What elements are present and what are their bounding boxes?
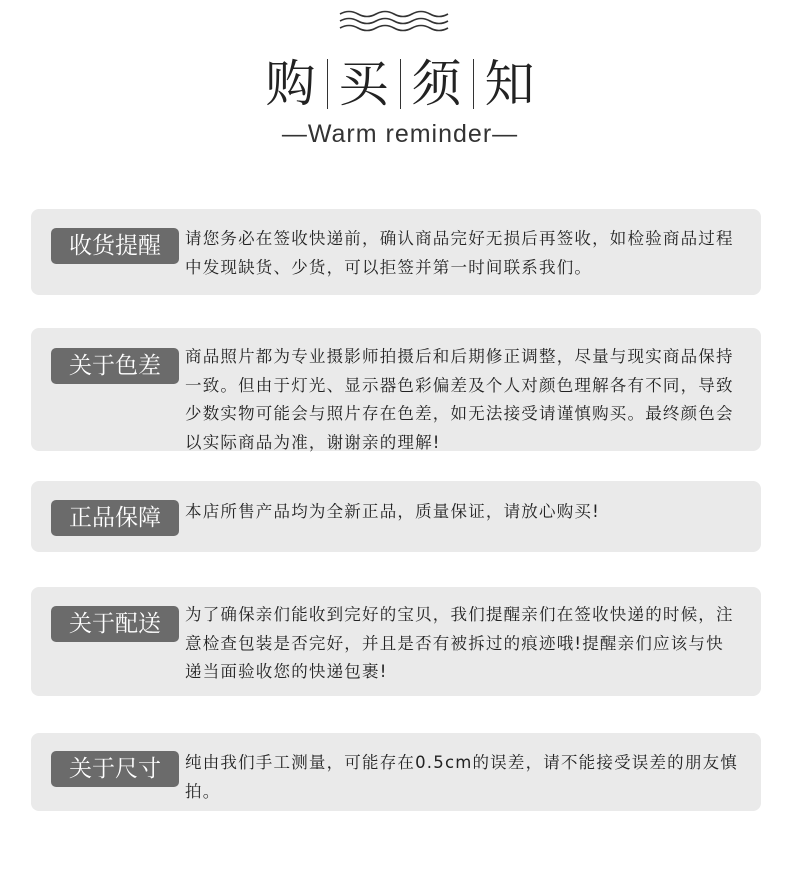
title-char: 买 bbox=[338, 55, 389, 113]
notice-card-receipt bbox=[31, 209, 761, 295]
page-title bbox=[0, 52, 800, 116]
title-char: 知 bbox=[484, 55, 535, 113]
notice-text: 商品照片都为专业摄影师拍摄后和后期修正调整，尽量与现实商品保持一致。但由于灯光、显示器色彩偏差及个人对颜色理解各有不同，导致少数实物可能会与照片存在色差，如无法接受请谨慎购买。最终颜色会以实际商品为准，谢谢亲的理解! bbox=[185, 347, 734, 452]
title-char: 购 bbox=[265, 55, 316, 113]
notice-tag: 关于色差 bbox=[51, 348, 179, 384]
notice-card-delivery bbox=[31, 587, 761, 696]
title-char: 须 bbox=[411, 55, 462, 113]
notice-text: 请您务必在签收快递前，确认商品完好无损后再签收，如检验商品过程中发现缺货、少货，可以拒签并第一时间联系我们。 bbox=[185, 229, 734, 277]
notice-card-color-difference bbox=[31, 328, 761, 451]
wave-decoration-icon bbox=[338, 8, 452, 34]
notice-tag: 正品保障 bbox=[51, 500, 179, 536]
notice-card-size bbox=[31, 733, 761, 811]
notice-text: 本店所售产品均为全新正品，质量保证，请放心购买! bbox=[185, 502, 600, 521]
notice-tag: 收货提醒 bbox=[51, 228, 179, 264]
notice-text: 为了确保亲们能收到完好的宝贝，我们提醒亲们在签收快递的时候，注意检查包装是否完好，并且是否有被拆过的痕迹哦!提醒亲们应该与快递当面验收您的快递包裹! bbox=[185, 605, 734, 681]
notice-tag: 关于尺寸 bbox=[51, 751, 179, 787]
page-subtitle: —Warm reminder— bbox=[281, 120, 519, 148]
notice-text: 纯由我们手工测量，可能存在0.5cm的误差，请不能接受误差的朋友慎拍。 bbox=[185, 753, 738, 801]
notice-tag: 关于配送 bbox=[51, 606, 179, 642]
notice-card-authenticity bbox=[31, 481, 761, 552]
